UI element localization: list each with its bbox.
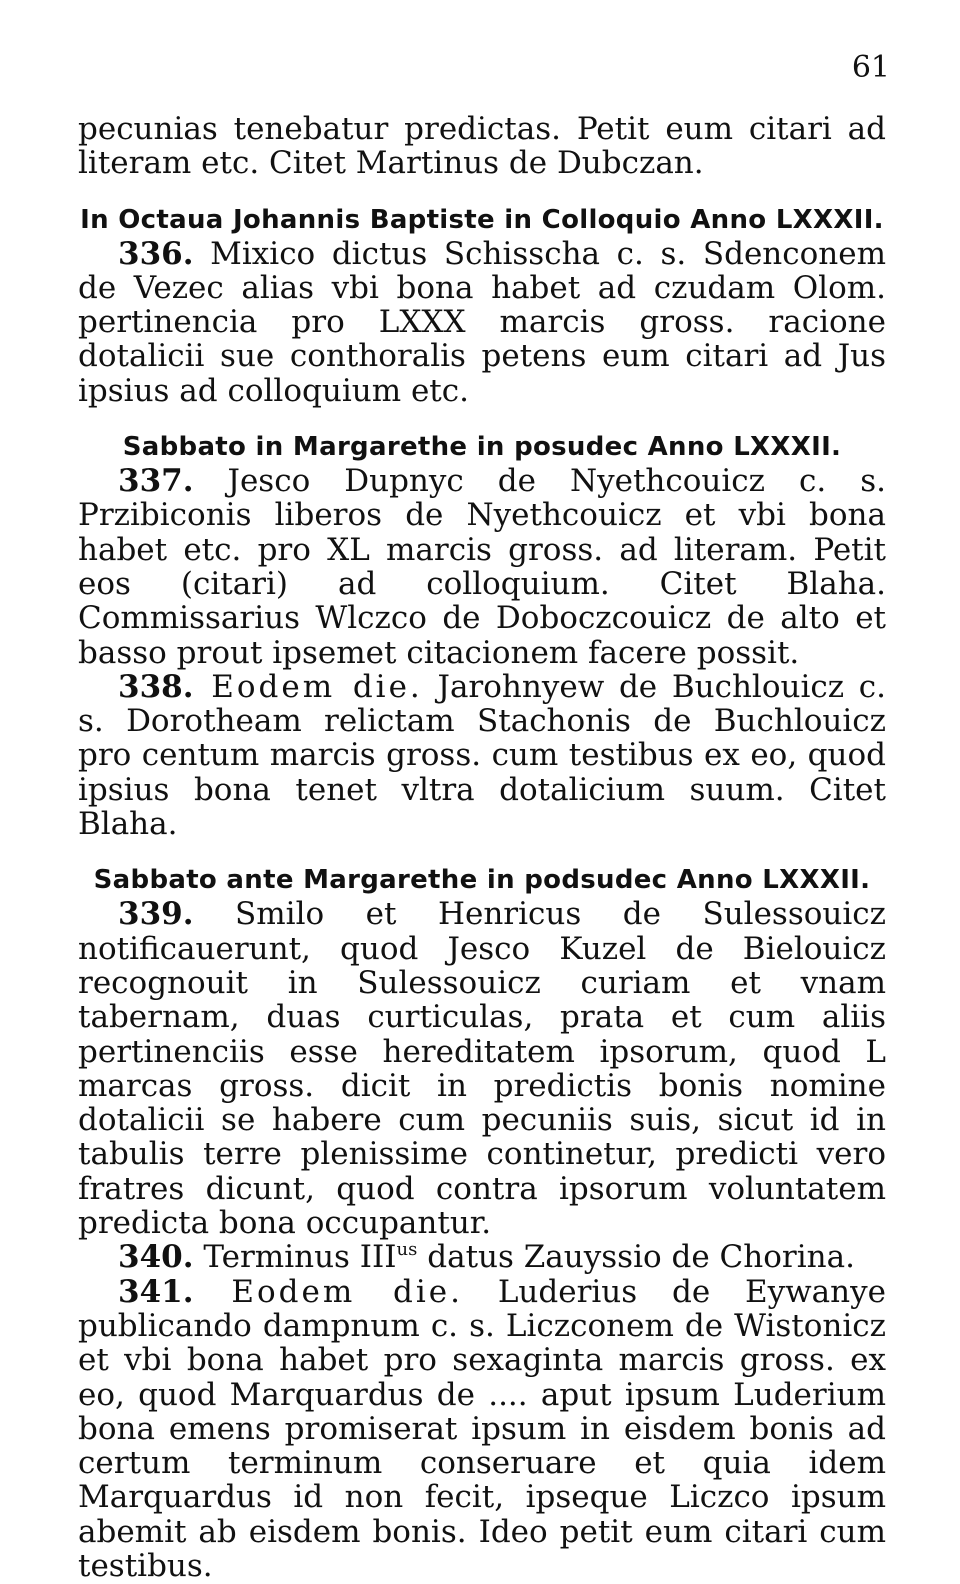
entry-number: 339.	[118, 896, 194, 933]
entry-text-after: datus Zauyssio de Chorina.	[417, 1239, 855, 1276]
entry-text: Jarohnyew de Buchlouicz c. s. Dorotheam relictam Stachonis de Buchlouicz pro centum marcis gross. cum testibus ex eo, quod ipsius bona tenet vltra dotalicium suum. Citet Blaha.	[78, 668, 887, 843]
entry-341	[78, 1275, 886, 1584]
section-heading: Sabbato ante Margarethe in podsudec Anno LXXXII.	[93, 865, 871, 896]
body-text	[78, 112, 886, 1583]
paragraph-continuation: pecunias tenebatur predictas. Petit eum citari ad literam etc. Citet Martinus de Dubczan.	[78, 111, 886, 182]
entry-text: Terminus III	[193, 1239, 397, 1276]
entry-number: 341.	[118, 1273, 194, 1310]
page-number: 61	[851, 50, 890, 85]
entry-text: Luderius de Eywanye publicando dampnum c. s. Liczconem de Wistonicz et vbi bona habet pro sexaginta marcis gross. ex eo, quod Marquardus de .... aput ipsum Luderium bona emens promiserat ipsum in eisdem bonis ad certum terminum conseruare et quia idem Marquardus id non fecit, ipseque Liczco ipsum abemit ab eisdem bonis. Ideo petit eum citari cum testibus.	[78, 1273, 886, 1584]
section-heading: Sabbato in Margarethe in posudec Anno LXXXII.	[122, 432, 842, 463]
entry-337	[78, 464, 886, 670]
entry-date-phrase: Eodem die.	[193, 1273, 463, 1310]
entry-superscript: us	[396, 1239, 418, 1261]
entry-text: Jesco Dupnyc de Nyethcouicz c. s. Przibiconis liberos de Nyethcouicz et vbi bona habet etc. pro XL marcis gross. ad literam. Petit eos (citari) ad colloquium. Citet Blaha. Commissarius Wlczco de Doboczcouicz de alto et basso prout ipsemet citacionem facere possit.	[78, 463, 886, 671]
entry-number: 336.	[118, 235, 194, 272]
section-heading: In Octaua Johannis Baptiste in Colloquio Anno LXXXII.	[80, 204, 884, 235]
entry-340	[78, 1240, 886, 1274]
entry-date-phrase: Eodem die.	[193, 668, 423, 705]
entry-338	[78, 670, 886, 841]
entry-336	[78, 237, 886, 408]
entry-number: 338.	[118, 668, 194, 705]
entry-339	[78, 897, 886, 1240]
entry-text: Smilo et Henricus de Sulessouicz notificauerunt, quod Jesco Kuzel de Bielouicz recognouit in Sulessouicz curiam et vnam tabernam, duas curticulas, prata et cum aliis pertinenciis esse hereditatem ipsorum, quod L marcas gross. dicit in predictis bonis nomine dotalicii se habere cum pecuniis suis, sicut id in tabulis terre plenissime continetur, predicti vero fratres dicunt, quod contra ipsorum voluntatem predicta bona occupantur.	[78, 896, 886, 1242]
entry-number: 340.	[118, 1239, 194, 1276]
entry-number: 337.	[118, 463, 194, 500]
entry-text: Mixico dictus Schisscha c. s. Sdenconem de Vezec alias vbi bona habet ad czudam Olom. pertinencia pro LXXX marcis gross. racione dotalicii sue conthoralis petens eum citari ad Jus ipsius ad colloquium etc.	[78, 235, 886, 409]
